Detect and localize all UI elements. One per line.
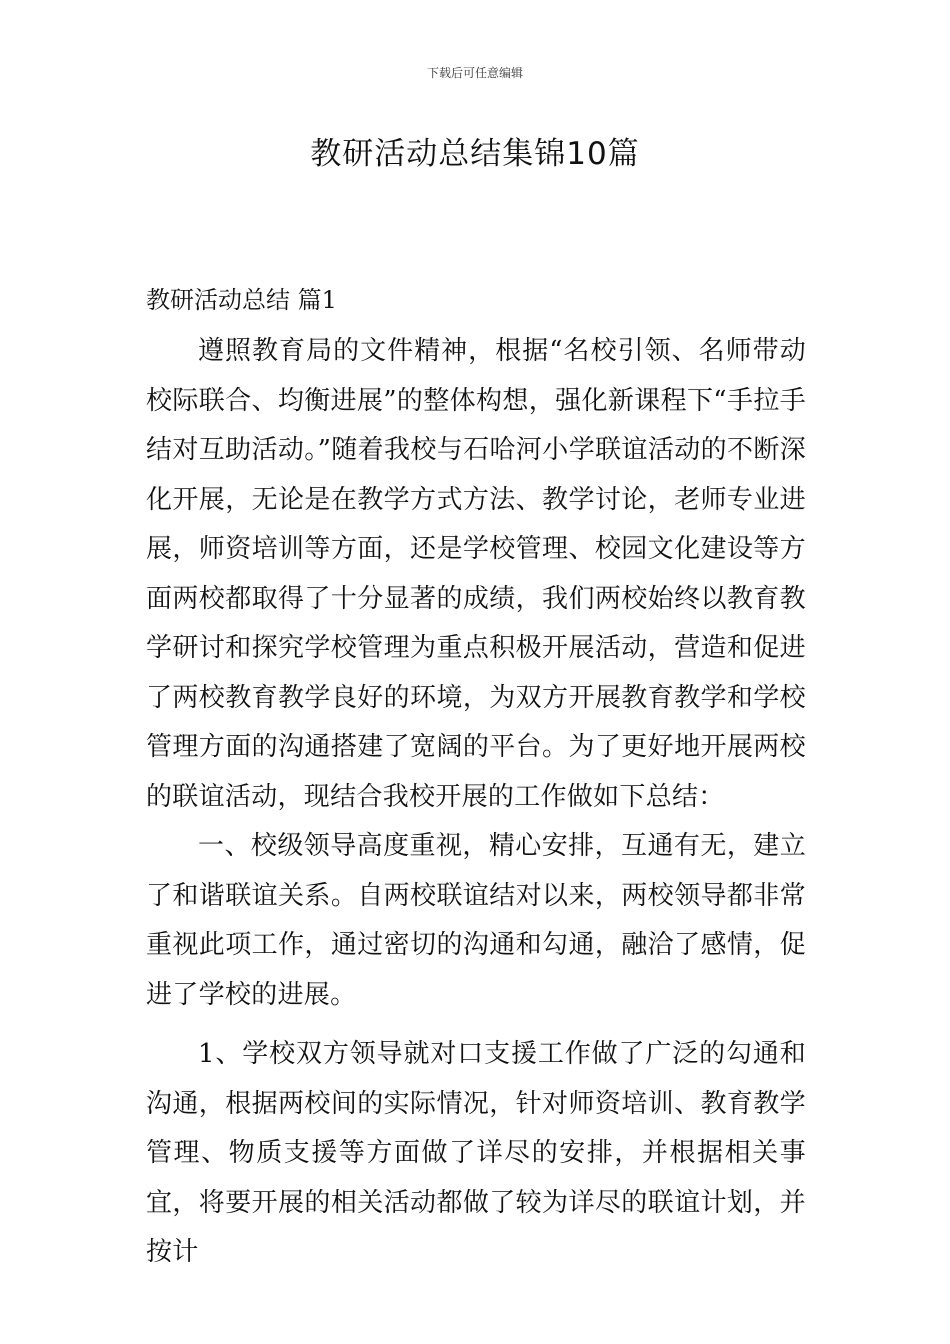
paragraph: 1、学校双方领导就对口支援工作做了广泛的勾通和沟通，根据两校间的实际情况，针对师资培训、教育教学管理、物质支援等方面做了详尽的安排，并根据相关事宜，将要开展的相关活动都做了较为详尽的联谊计划，并按计 xyxy=(146,1039,806,1267)
document-title: 教研活动总结集锦10篇 xyxy=(310,136,640,172)
section-heading: 教研活动总结 篇1 xyxy=(146,286,337,314)
paragraph: 遵照教育局的文件精神，根据“名校引领、名师带动校际联合、均衡进展”的整体构想，强化新课程下“手拉手结对互助活动。”随着我校与石哈河小学联谊活动的不断深化开展，无论是在教学方式方法、教学讨论，老师专业进展，师资培训等方面，还是学校管理、校园文化建设等方面两校都取得了十分显著的成绩，我们两校始终以教育教学研讨和探究学校管理为重点积极开展活动，营造和促进了两校教育教学良好的环境，为双方开展教育教学和学校管理方面的沟通搭建了宽阔的平台。为了更好地开展两校的联谊活动，现结合我校开展的工作做如下总结： xyxy=(146,336,806,812)
paragraph: 一、校级领导高度重视，精心安排，互通有无，建立了和谐联谊关系。自两校联谊结对以来，两校领导都非常重视此项工作，通过密切的沟通和勾通，融洽了感情，促进了学校的进展。 xyxy=(146,831,806,1010)
body-text xyxy=(146,327,806,1278)
header-note: 下载后可任意编辑 xyxy=(426,66,523,80)
